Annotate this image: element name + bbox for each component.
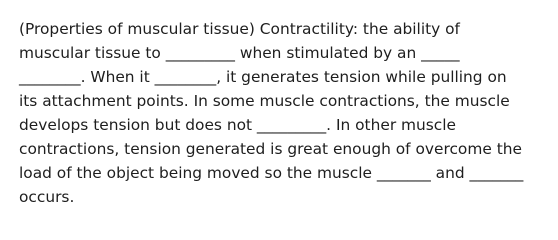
question-text <box>19 17 547 209</box>
question-line: develops tension but does not _________. In other muscle <box>19 116 457 134</box>
question-line: ________. When it ________, it generates tension while pulling on <box>19 68 507 86</box>
question-line: load of the object being moved so the muscle _______ and _______ <box>19 164 524 182</box>
question-line: (Properties of muscular tissue) Contractility: the ability of <box>19 20 460 38</box>
question-line: its attachment points. In some muscle contractions, the muscle <box>19 92 510 110</box>
question-line: muscular tissue to _________ when stimulated by an _____ <box>19 44 460 62</box>
question-line: contractions, tension generated is great enough of overcome the <box>19 140 522 158</box>
question-line: occurs. <box>19 188 75 206</box>
